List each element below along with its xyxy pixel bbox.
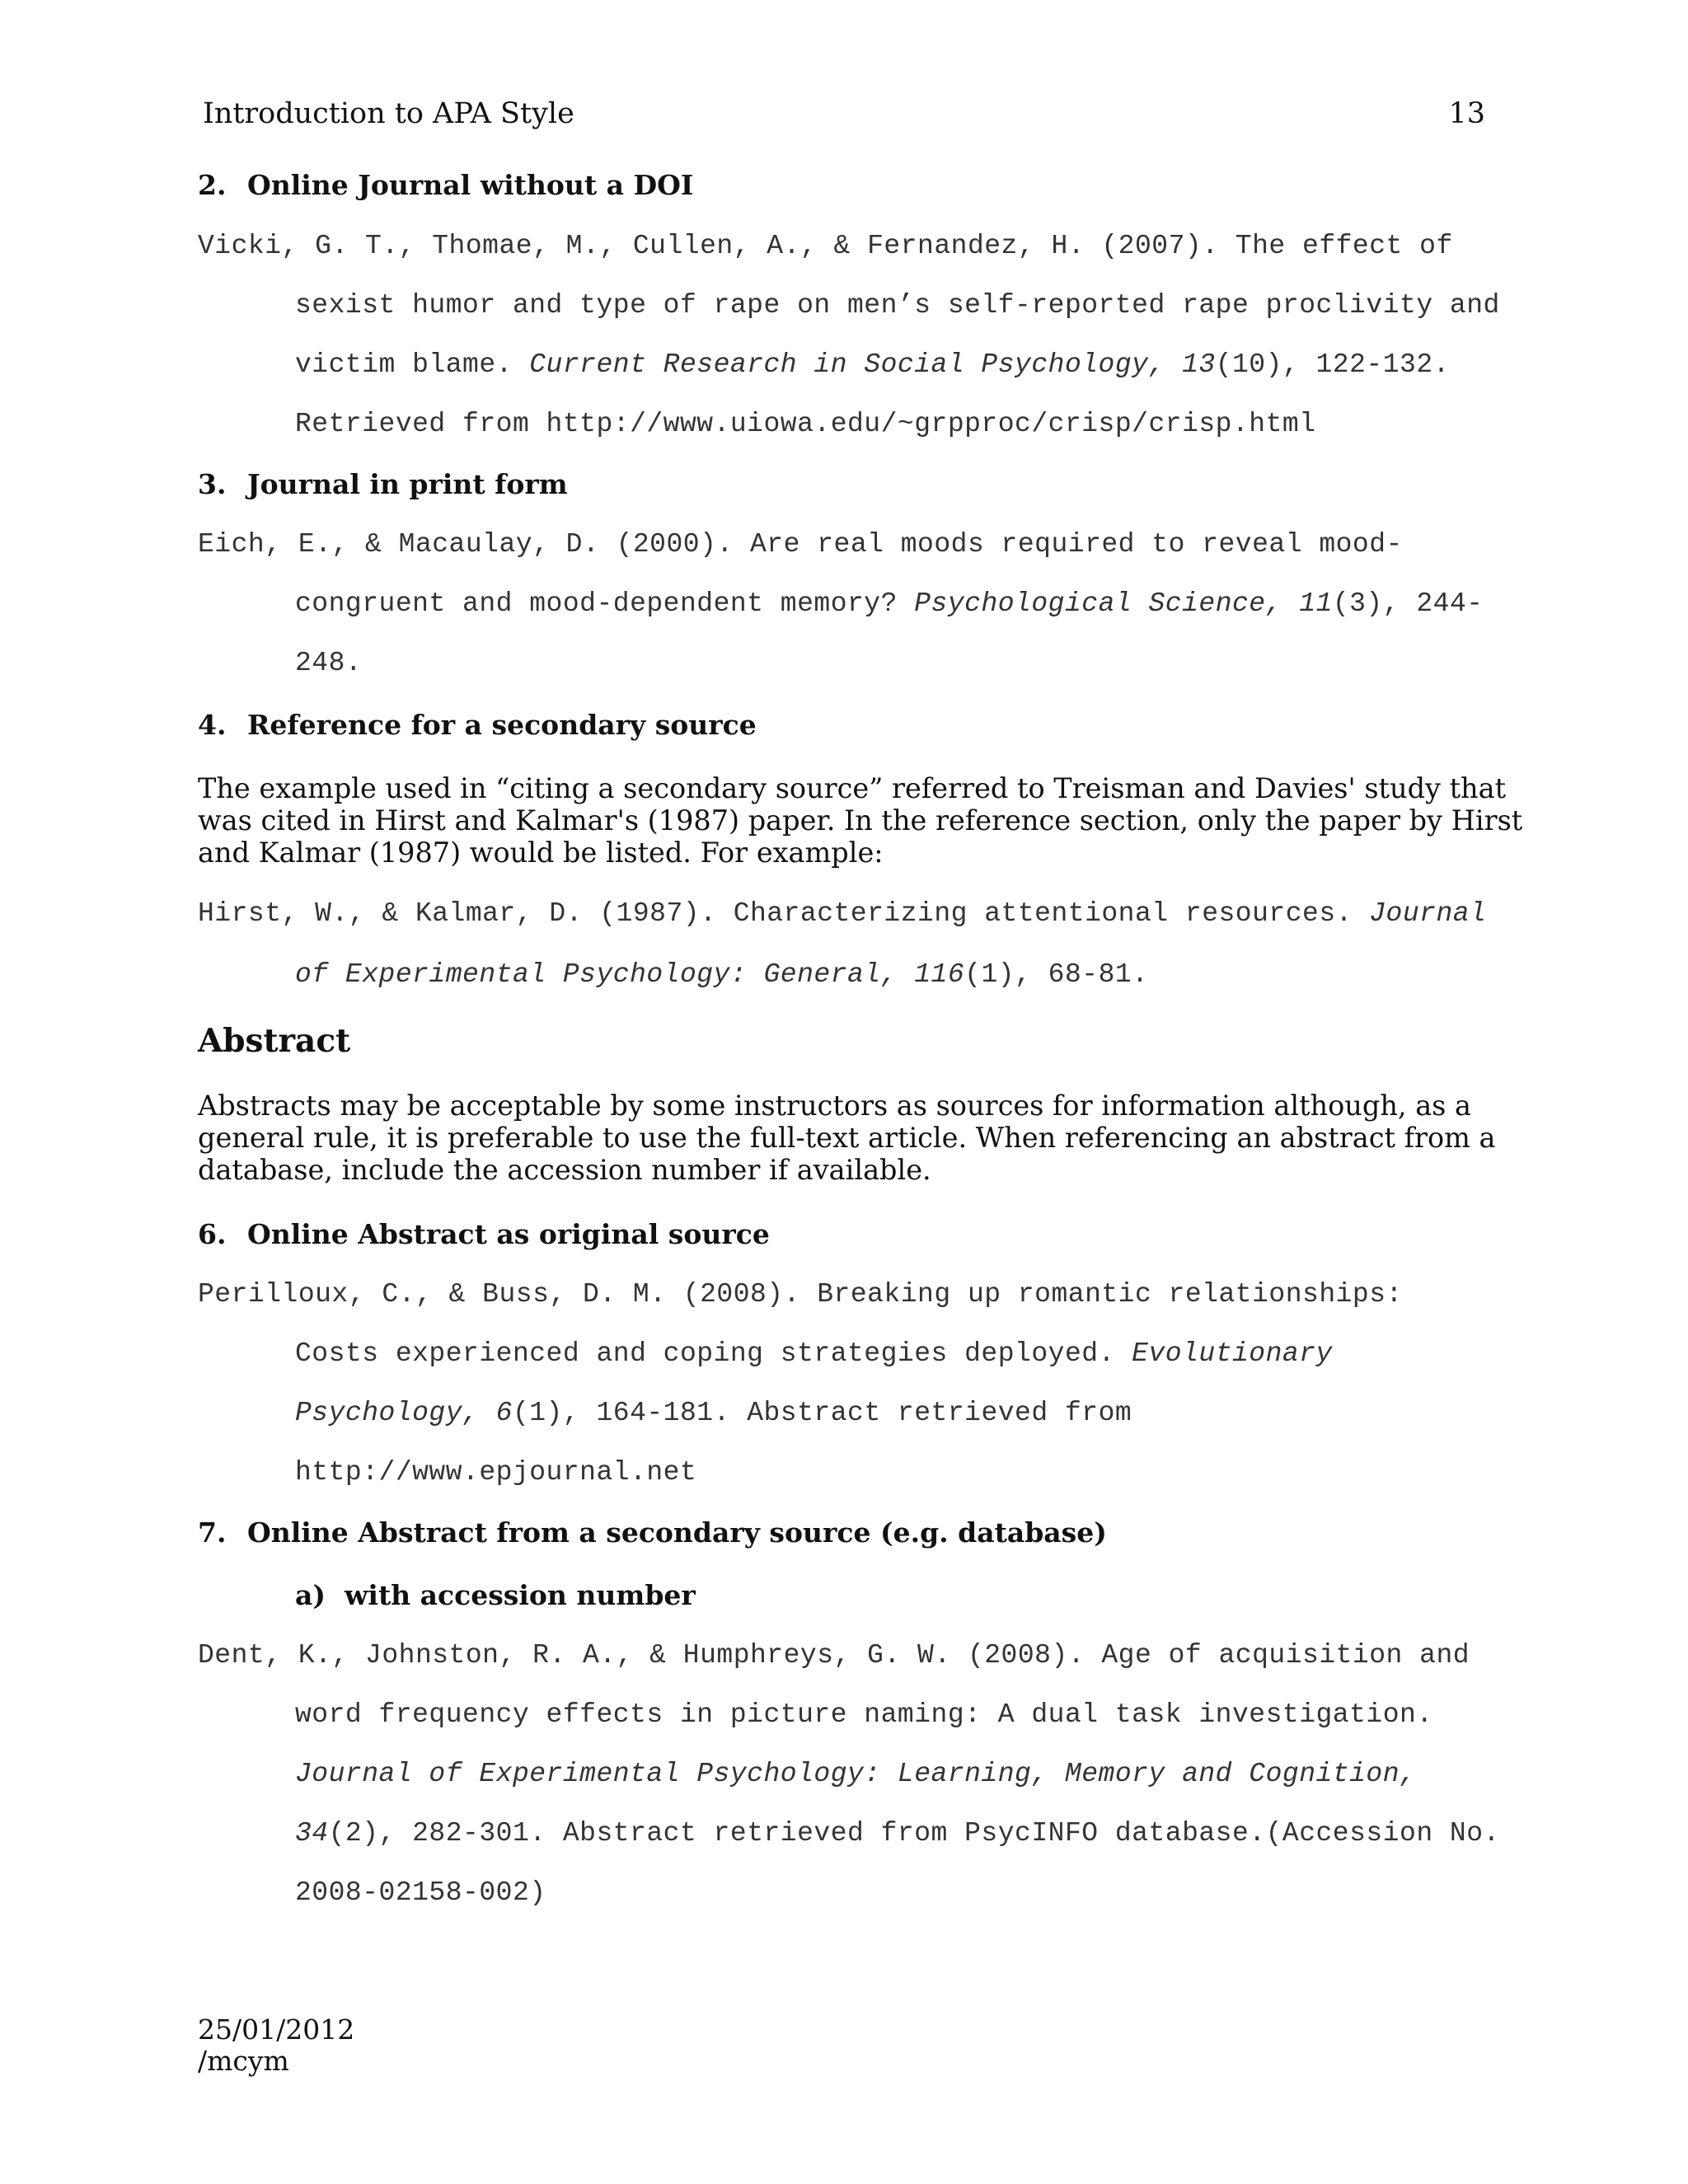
section-title: Online Abstract from a secondary source (e.g. database) <box>247 1516 1107 1549</box>
footer-date: 25/01/2012 <box>198 2013 355 2046</box>
reference-line: Perilloux, C., & Buss, D. M. (2008). Breaking up romantic relationships: <box>198 1279 1403 1310</box>
reference-line: 34(2), 282-301. Abstract retrieved from PsycINFO database.(Accession No. <box>295 1818 1500 1849</box>
section-number: 4. <box>198 709 227 741</box>
section-title: Online Abstract as original source <box>247 1218 770 1250</box>
reference-line: Psychology, 6(1), 164-181. Abstract retrieved from <box>295 1398 1132 1428</box>
page-number: 13 <box>1448 97 1485 130</box>
section-heading-online-abstract-secondary <box>198 1516 1107 1549</box>
section-heading-online-journal-no-doi <box>198 169 693 201</box>
footer-author: /mcym <box>198 2045 289 2077</box>
subsection-heading-accession-number <box>295 1579 696 1611</box>
reference-line <box>295 1759 1416 1789</box>
journal-title: Psychology, 6 <box>295 1398 513 1428</box>
section-title: Reference for a secondary source <box>247 709 757 741</box>
subsection-title: with accession number <box>345 1579 696 1611</box>
section-title: Online Journal without a DOI <box>247 169 694 201</box>
reference-line: Eich, E., & Macaulay, D. (2000). Are real moods required to reveal mood- <box>198 529 1403 560</box>
journal-title: Psychological Science, 11 <box>914 588 1333 619</box>
section-title: Journal in print form <box>247 468 568 500</box>
running-head: Introduction to APA Style <box>203 97 574 130</box>
body-paragraph: The example used in “citing a secondary source” referred to Treisman and Davies' study that was cited in Hirst and Kalmar's (1987) paper. In the reference section, only the paper by Hirst and Kalmar (1987) would be listed. For example: <box>198 772 1523 869</box>
reference-line: Hirst, W., & Kalmar, D. (1987). Characterizing attentional resources. Journal <box>198 898 1487 929</box>
journal-title: of Experimental Psychology: General, 116 <box>295 959 965 990</box>
reference-line: Costs experienced and coping strategies deployed. Evolutionary <box>295 1338 1333 1369</box>
section-heading-online-abstract-original <box>198 1218 770 1250</box>
reference-line: Dent, K., Johnston, R. A., & Humphreys, G. W. (2008). Age of acquisition and <box>198 1640 1470 1671</box>
journal-title: Evolutionary <box>1132 1338 1333 1369</box>
reference-line: congruent and mood-dependent memory? Psychological Science, 11(3), 244- <box>295 588 1484 619</box>
section-number: 2. <box>198 169 227 201</box>
abstract-heading: Abstract <box>198 1022 351 1060</box>
section-number: 6. <box>198 1218 227 1250</box>
reference-line: 248. <box>295 648 363 678</box>
section-number: 7. <box>198 1516 227 1549</box>
body-paragraph: Abstracts may be acceptable by some instructors as sources for information although, as a general rule, it is preferable to use the full-text article. When referencing an abstract from a database, include the accession number if available. <box>198 1090 1496 1186</box>
section-heading-journal-print <box>198 468 568 500</box>
reference-line: word frequency effects in picture naming: A dual task investigation. <box>295 1699 1433 1730</box>
reference-line: 2008-02158-002) <box>295 1877 546 1908</box>
subsection-letter: a) <box>295 1579 326 1611</box>
volume-number: 34 <box>295 1818 329 1849</box>
section-heading-secondary-source <box>198 709 757 741</box>
reference-line: of Experimental Psychology: General, 116(1), 68-81. <box>295 959 1149 990</box>
reference-line: Vicki, G. T., Thomae, M., Cullen, A., & Fernandez, H. (2007). The effect of <box>198 231 1453 261</box>
footer <box>198 2014 354 2077</box>
reference-line: http://www.epjournal.net <box>295 1457 697 1488</box>
section-number: 3. <box>198 468 227 500</box>
journal-title: Journal <box>1369 898 1487 929</box>
journal-title: Current Research in Social Psychology, 13 <box>529 349 1216 380</box>
journal-title: Journal of Experimental Psychology: Learning, Memory and Cognition, <box>295 1759 1417 1789</box>
reference-line: Retrieved from http://www.uiowa.edu/~grpproc/crisp/crisp.html <box>295 409 1316 439</box>
reference-line: sexist humor and type of rape on men’s self-reported rape proclivity and <box>295 290 1500 321</box>
reference-line: victim blame. Current Research in Social Psychology, 13(10), 122-132. <box>295 349 1450 380</box>
